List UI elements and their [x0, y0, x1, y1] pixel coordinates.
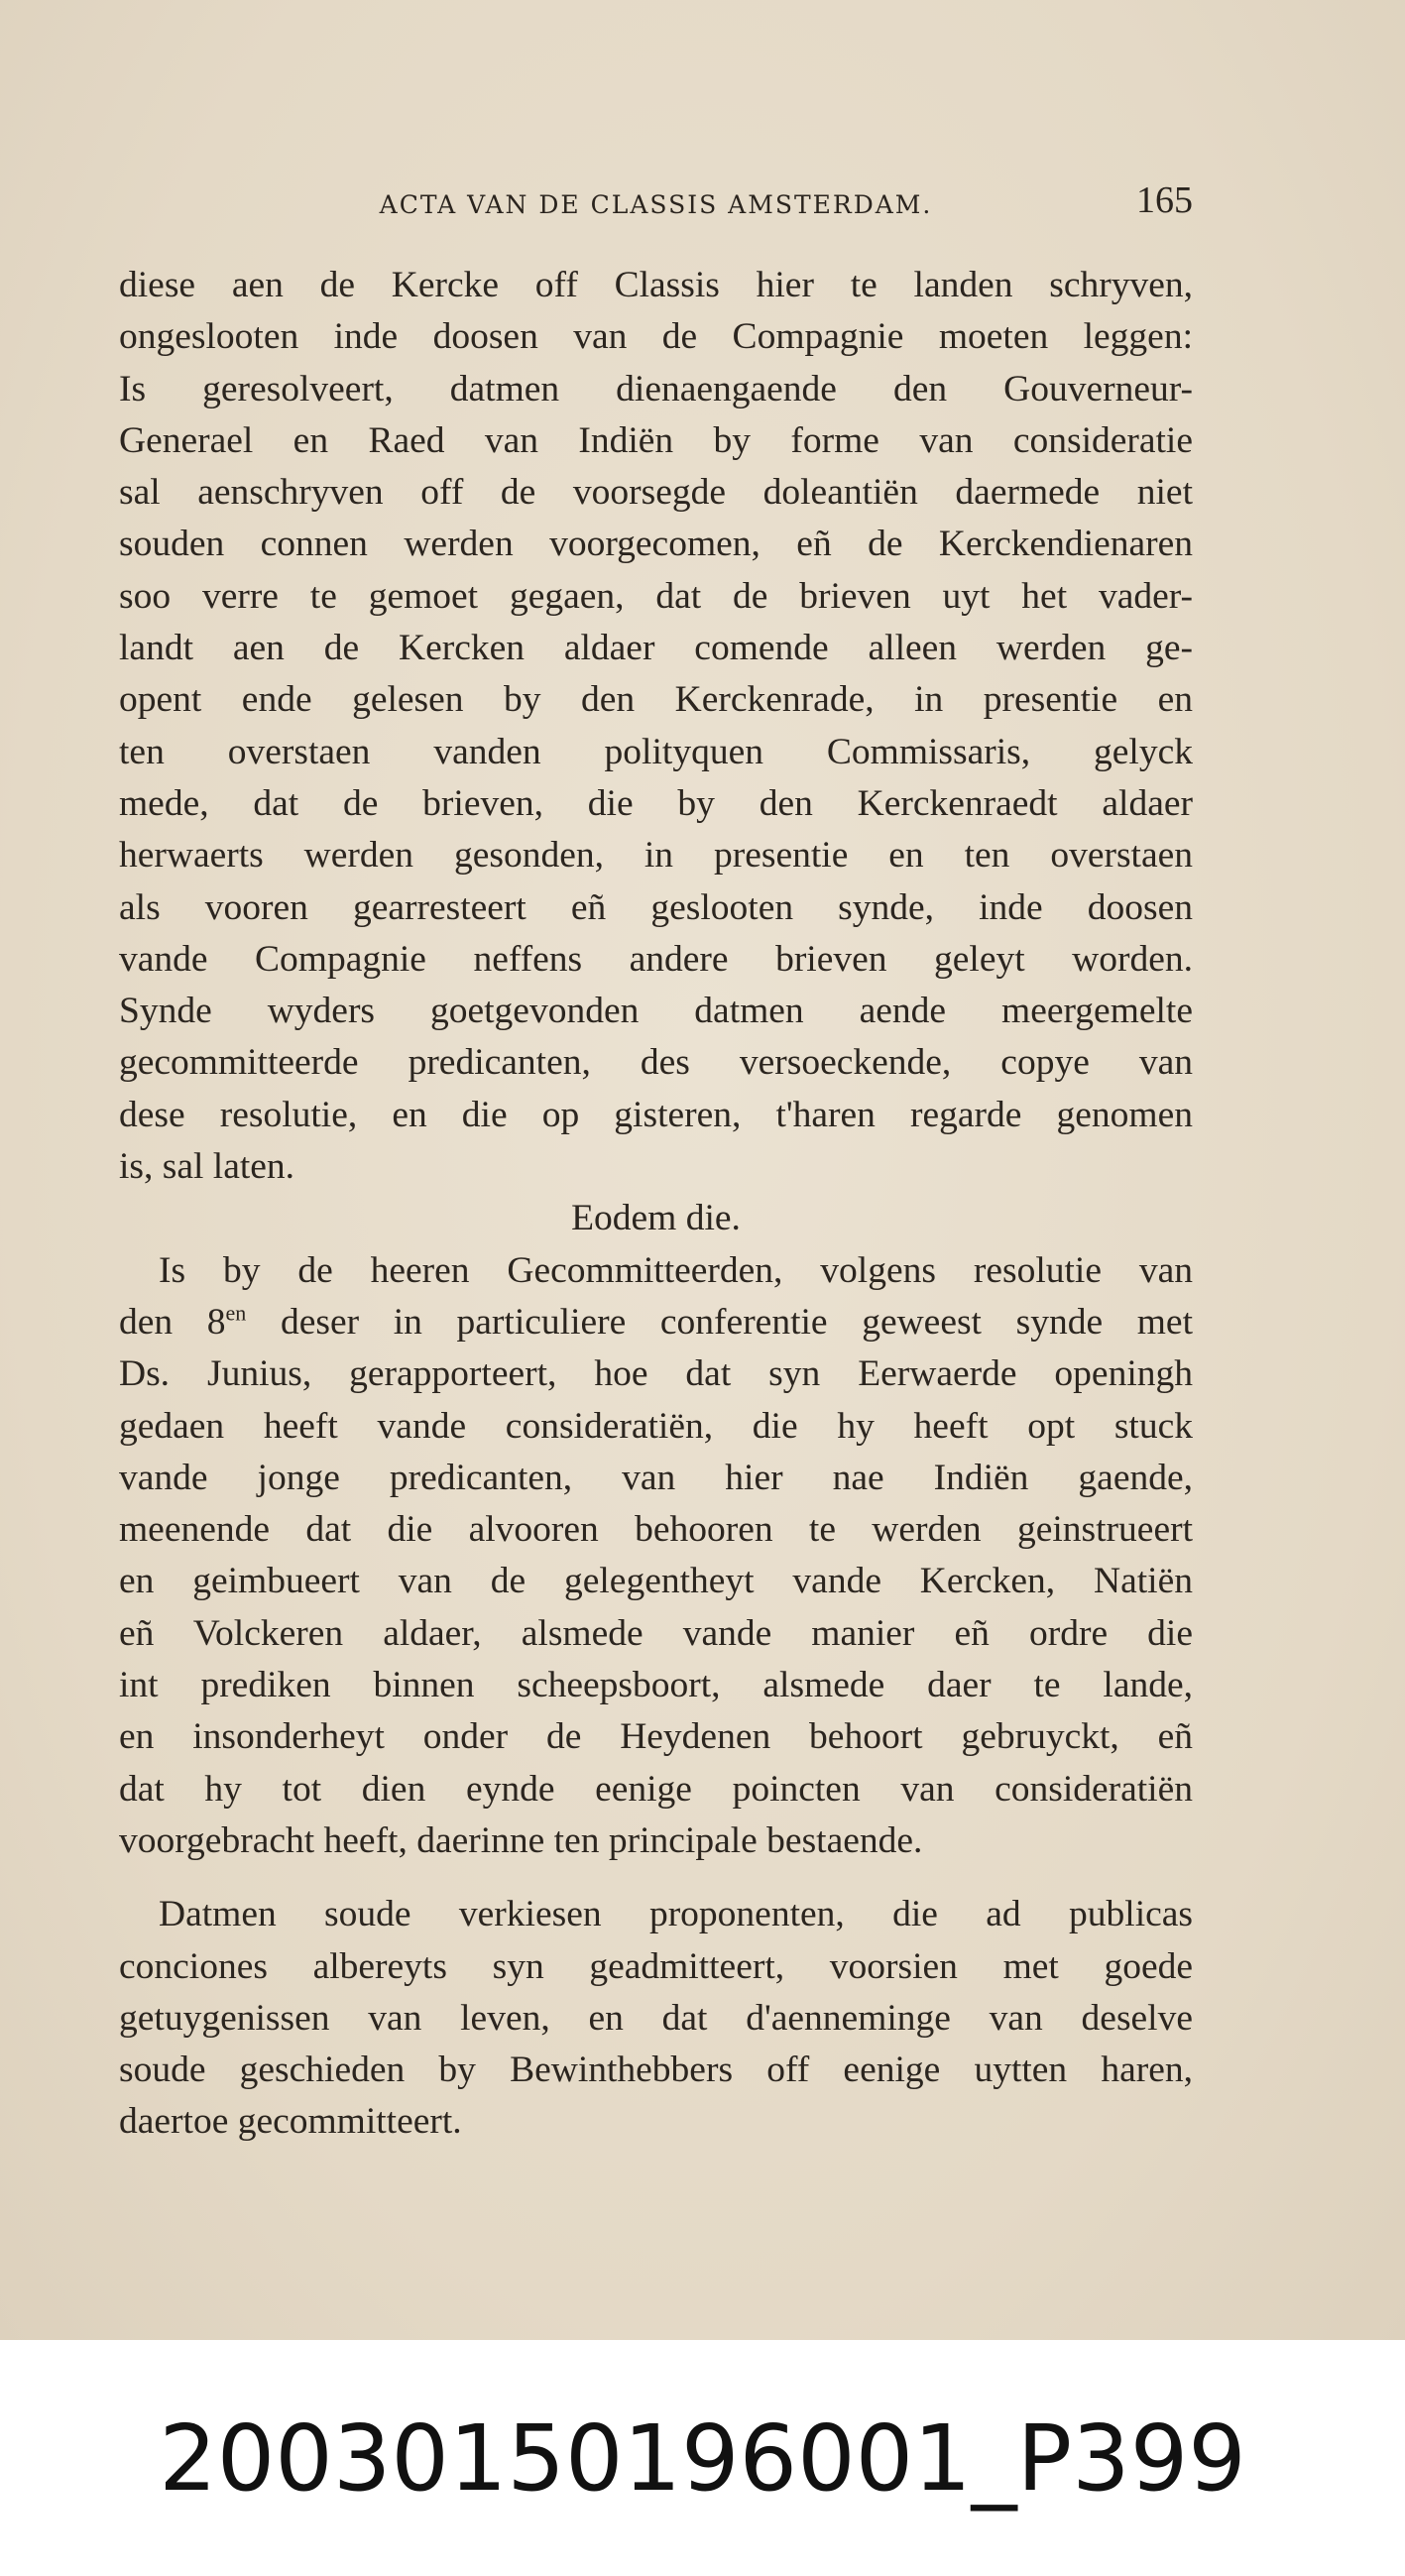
paragraph-gap [119, 1867, 1193, 1889]
text-line: is, sal laten. [119, 1146, 295, 1188]
text-line: en insonderheyt onder de Heydenen behoort gebruyckt, eñ [119, 1716, 1193, 1758]
text-line: Synde wyders goetgevonden datmen aende meergemelte [119, 991, 1193, 1032]
body-text [119, 260, 1193, 2149]
section-heading: Eodem die. [571, 1198, 741, 1239]
text-line: en geimbueert van de gelegentheyt vande Kercken, Natiën [119, 1561, 1193, 1602]
running-head [119, 176, 1193, 226]
superscript: en [225, 1300, 247, 1326]
text-line: Is by de heeren Gecommitteerden, volgens resolutie van [159, 1249, 1193, 1291]
page-number: 165 [1136, 179, 1193, 221]
text-fragment: deser in particuliere conferentie geweest synde met [246, 1301, 1193, 1343]
text-line: mede, dat de brieven, die by den Kerckenraedt aldaer [119, 782, 1193, 824]
text-line: souden connen werden voorgecomen, eñ de Kerckendienaren [119, 524, 1193, 565]
text-line: Generael en Raed van Indiën by forme van consideratie [119, 419, 1193, 461]
text-line: meenende dat die alvooren behooren te werden geinstrueert [119, 1509, 1193, 1551]
text-line: soude geschieden by Bewinthebbers off eenige uytten haren, [119, 2049, 1193, 2091]
text-line: landt aen de Kercken aldaer comende alleen werden ge- [119, 628, 1193, 669]
text-line: Ds. Junius, gerapporteert, hoe dat syn Eerwaerde openingh [119, 1353, 1193, 1395]
text-line [119, 1297, 1193, 1348]
text-line: herwaerts werden gesonden, in presentie en ten overstaen [119, 835, 1193, 877]
text-line: opent ende gelesen by den Kerckenrade, in presentie en [119, 679, 1193, 721]
text-line: ten overstaen vanden polityquen Commissaris, gelyck [119, 731, 1193, 772]
scan-identifier: 20030150196001_P399 [159, 2405, 1246, 2512]
text-line: gecommitteerde predicanten, des versoeckende, copye van [119, 1042, 1193, 1084]
text-line: getuygenissen van leven, en dat d'aenneminge van deselve [119, 1997, 1193, 2039]
text-line: ongeslooten inde doosen van de Compagnie moeten leggen: [119, 316, 1193, 358]
paragraph-2 [119, 1245, 1193, 1868]
text-line: sal aenschryven off de voorsegde doleantiën daermede niet [119, 472, 1193, 514]
text-line: conciones albereyts syn geadmitteert, voorsien met goede [119, 1945, 1193, 1987]
paragraph-3 [119, 1889, 1193, 2148]
text-line: Is geresolveert, datmen dienaengaende den Gouverneur- [119, 368, 1193, 410]
text-line: als vooren gearresteert eñ geslooten synde, inde doosen [119, 886, 1193, 928]
paragraph-1 [119, 260, 1193, 1193]
running-title: ACTA VAN DE CLASSIS AMSTERDAM. [379, 190, 933, 219]
text-line: gedaen heeft vande consideratiën, die hy heeft opt stuck [119, 1405, 1193, 1447]
text-fragment: den 8 [119, 1301, 226, 1343]
text-line: voorgebracht heeft, daerinne ten principale bestaende. [119, 1819, 923, 1861]
text-line: vande jonge predicanten, van hier nae Indiën gaende, [119, 1457, 1193, 1498]
text-line: int prediken binnen scheepsboort, alsmede daer te lande, [119, 1665, 1193, 1706]
text-line: vande Compagnie neffens andere brieven geleyt worden. [119, 938, 1193, 980]
text-line: Datmen soude verkiesen proponenten, die ad publicas [159, 1894, 1193, 1935]
text-line: daertoe gecommitteert. [119, 2101, 462, 2143]
text-line: dat hy tot dien eynde eenige poincten van consideratiën [119, 1768, 1193, 1810]
text-line: eñ Volckeren aldaer, alsmede vande manier eñ ordre die [119, 1612, 1193, 1654]
text-line: soo verre te gemoet gegaen, dat de brieven uyt het vader- [119, 575, 1193, 617]
text-line: dese resolutie, en die op gisteren, t'haren regarde genomen [119, 1094, 1193, 1135]
text-line: diese aen de Kercke off Classis hier te landen schryven, [119, 265, 1193, 305]
